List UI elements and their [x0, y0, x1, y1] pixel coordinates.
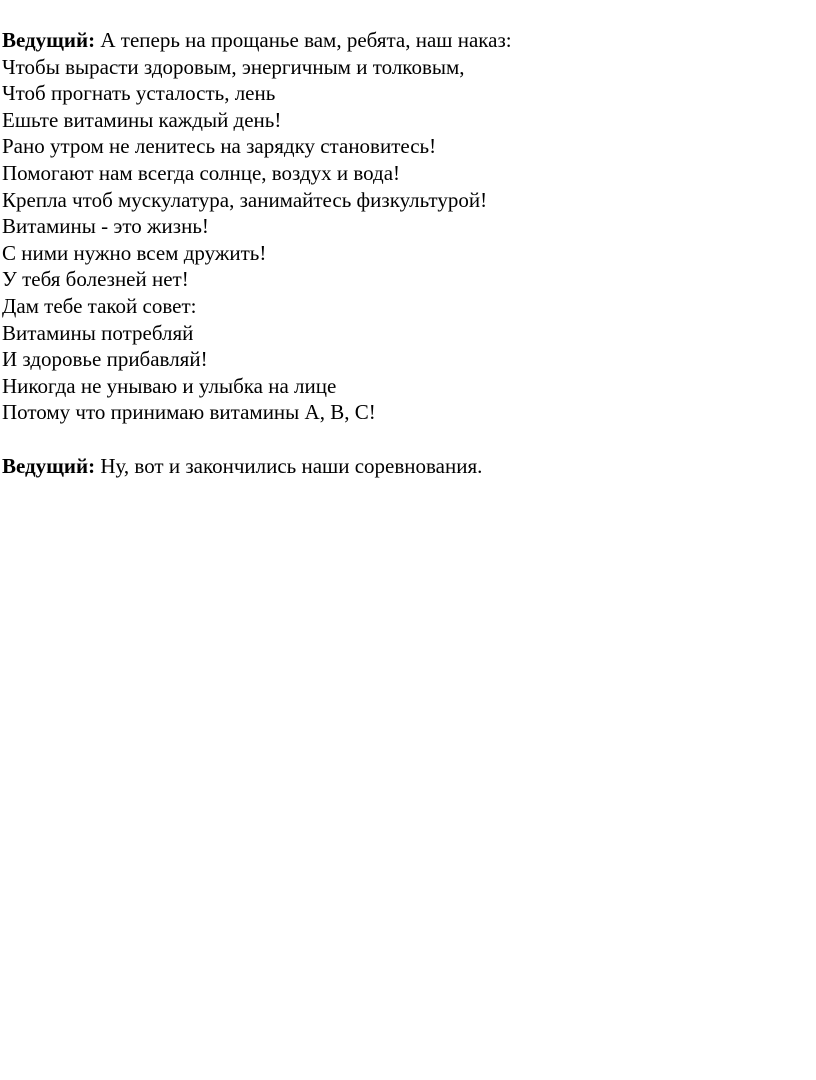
poem-line: Рано утром не ленитесь на зарядку становитесь!: [2, 134, 437, 159]
document-text: [2, 27, 802, 479]
poem-line: Чтобы вырасти здоровым, энергичным и толковым,: [2, 54, 465, 79]
host-line-closing: [2, 453, 802, 480]
poem-line: Чтоб прогнать усталость, лень: [2, 81, 276, 106]
poem-line: Потому что принимаю витамины А, В, С!: [2, 400, 376, 425]
poem-line: Дам тебе такой совет:: [2, 293, 197, 318]
poem-line: Помогают нам всегда солнце, воздух и вода!: [2, 160, 401, 185]
paragraph-gap: [2, 426, 802, 453]
speaker-label: Ведущий:: [2, 453, 96, 478]
speech-text: А теперь на прощанье вам, ребята, наш наказ:: [95, 28, 512, 52]
poem-line: С ними нужно всем дружить!: [2, 240, 267, 265]
poem-line: И здоровье прибавляй!: [2, 347, 208, 372]
poem-line: Витамины - это жизнь!: [2, 214, 209, 239]
poem-line: Никогда не унываю и улыбка на лице: [2, 373, 337, 398]
host-line-intro: [2, 27, 802, 54]
poem-line: Ешьте витамины каждый день!: [2, 107, 282, 132]
speaker-label: Ведущий:: [2, 28, 96, 52]
poem-line: Крепла чтоб мускулатура, занимайтесь физкультурой!: [2, 187, 488, 212]
speech-text: Ну, вот и закончились наши соревнования.: [95, 453, 483, 478]
poem-line: Витамины потребляй: [2, 320, 194, 345]
poem-line: У тебя болезней нет!: [2, 267, 189, 292]
